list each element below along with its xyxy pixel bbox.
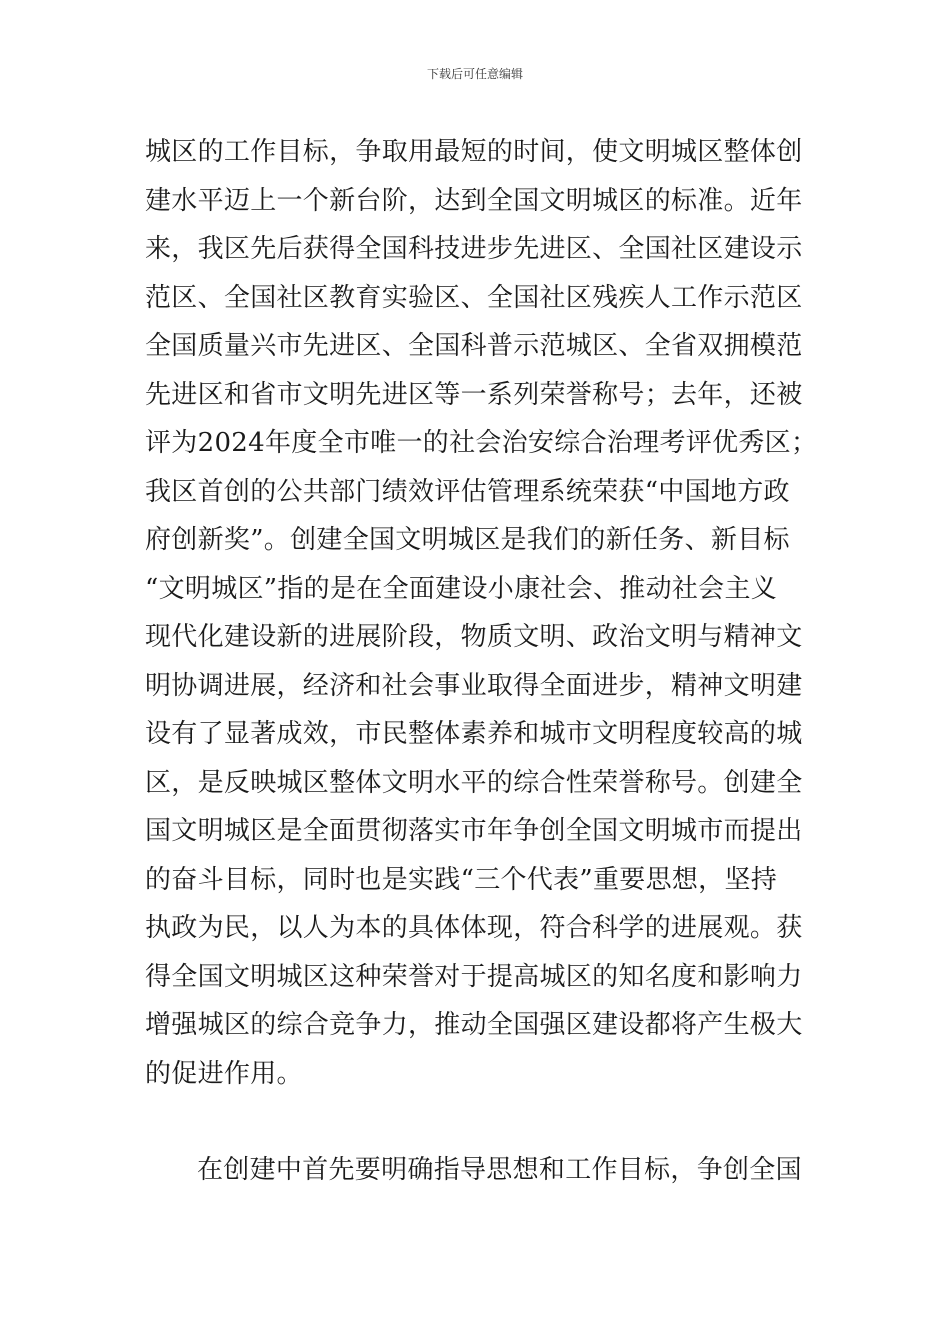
text-line: 府创新奖”。创建全国文明城区是我们的新任务、新目标 <box>145 525 790 555</box>
text-line: 全国质量兴市先进区、全国科普示范城区、全省双拥模范 <box>145 331 803 361</box>
text-line: 区，是反映城区整体文明水平的综合性荣誉称号。创建全 <box>145 767 803 798</box>
text-line: “文明城区”指的是在全面建设小康社会、推动社会主义 <box>145 573 778 604</box>
text-line: 得全国文明城区这种荣誉对于提高城区的知名度和影响力 <box>145 961 803 992</box>
paragraph-spacer <box>145 1098 810 1146</box>
text-line: 范区、全国社区教育实验区、全国社区残疾人工作示范区 <box>145 282 803 313</box>
text-line: 的奋斗目标，同时也是实践“三个代表”重要思想，坚持 <box>145 864 778 895</box>
text-line: 评为2024年度全市唯一的社会治安综合治理考评优秀区； <box>145 428 818 458</box>
text-line: 明协调进展，经济和社会事业取得全面进步，精神文明建 <box>145 670 803 701</box>
text-line: 在创建中首先要明确指导思想和工作目标，争创全国 <box>197 1155 802 1185</box>
text-line: 来，我区先后获得全国科技进步先进区、全国社区建设示 <box>145 234 803 264</box>
text-line: 国文明城区是全面贯彻落实市年争创全国文明城市而提出 <box>145 816 803 846</box>
text-line: 城区的工作目标，争取用最短的时间，使文明城区整体创 <box>145 137 803 167</box>
text-line: 现代化建设新的进展阶段，物质文明、政治文明与精神文 <box>145 622 803 652</box>
paragraph-2 <box>145 1146 810 1195</box>
text-line: 先进区和省市文明先进区等一系列荣誉称号；去年，还被 <box>145 379 803 410</box>
text-line: 建水平迈上一个新台阶，达到全国文明城区的标准。近年 <box>145 185 803 216</box>
paragraph-1 <box>145 128 818 1098</box>
text-line: 执政为民，以人为本的具体体现，符合科学的进展观。获 <box>145 913 803 943</box>
text-line: 我区首创的公共部门绩效评估管理系统荣获“中国地方政 <box>145 476 790 507</box>
text-line: 设有了显著成效，市民整体素养和城市文明程度较高的城 <box>145 719 803 749</box>
text-line: 增强城区的综合竞争力，推动全国强区建设都将产生极大 <box>145 1010 803 1040</box>
text-line: 的促进作用。 <box>145 1058 303 1089</box>
document-body <box>145 128 818 1195</box>
page-header: 下载后可任意编辑 <box>426 67 523 81</box>
